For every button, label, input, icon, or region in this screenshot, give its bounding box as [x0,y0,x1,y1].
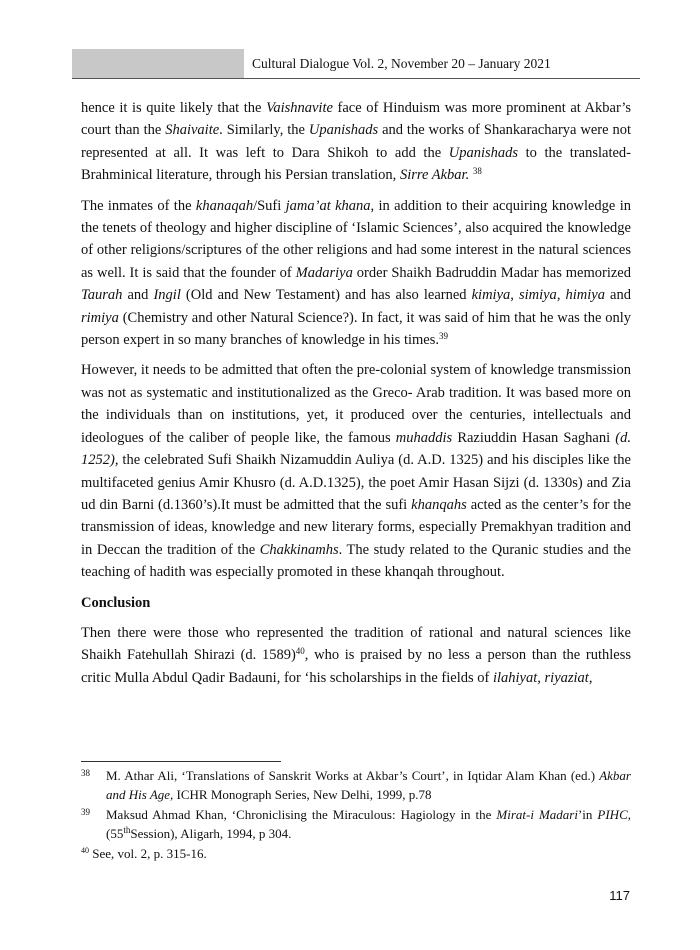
footnote-number: 40 [81,846,89,855]
footnote-39: 39 Maksud Ahmad Khan, ‘Chroniclising the Miraculous: Hagiology in the Mirat-i Madari’in PIHC, (55thSession), Aligarh, 1994, p 304. [81,805,631,843]
footnote-ref-38[interactable]: 38 [472,166,482,177]
footnote-ref-40[interactable]: 40 [295,646,305,657]
footnote-separator [81,761,281,762]
running-title: Cultural Dialogue Vol. 2, November 20 – January 2021 [252,56,551,71]
paragraph-4: Then there were those who represented the tradition of rational and natural sciences like Shaikh Fatehullah Shirazi (d. 1589)$^{40}$, who is praised by no less a person than the ruthless critic Mulla Abdul Qadir Badauni, for ‘his scholarships in the fields of ilahiyat, riyaziat, [81,624,631,686]
footnote-38: 38 M. Athar Ali, ‘Translations of Sanskrit Works at Akbar’s Court’, in Iqtidar Alam Khan (ed.) Akbar and His Age, ICHR Monograph Series, New Delhi, 1999, p.78 [81,766,631,804]
footnote-ref-39[interactable]: 39 [439,331,448,342]
footnote-40: $^{40}$ See, vol. 2, p. 315-16. [81,846,207,861]
header-gray-block [72,49,244,78]
footnote-number: 39 [81,807,90,817]
paragraph-1: hence it is quite likely that the Vaishnavite face of Hinduism was more prominent at Akbar’s court than the Shaivaite. Similarly, the Upanishads and the works of Shankaracharya were not represented at all. It was left to Dara Shikoh to add the Upanishads to the translated-Brahminical literature, through his Persian translation, Sirre Akbar. $^{38}$ [81,100,632,184]
footnotes [81,766,631,863]
body-text [81,97,631,697]
page-number: 117 [609,888,630,903]
running-header [72,49,640,79]
footnote-number: 38 [81,768,90,778]
header-rule [72,78,640,79]
paragraph-3: However, it needs to be admitted that often the pre-colonial system of knowledge transmission was not as systematic and institutionalized as the Greco- Arab tradition. It was based more on the individuals than on institutions, yet, it produced over the centuries, intellectuals and ideologues of the caliber of people like, the famous muhaddis Raziuddin Hasan Saghani (d. 1252), the celebrated Sufi Shaikh Nizamuddin Auliya (d. A.D. 1325) and his disciples like the multifaceted genius Amir Khusro (d. A.D.1325), the poet Amir Hasan Sijzi (d. 1330s) and Zia ud din Barni (d.1360’s).It must be admitted that the sufi khanqahs acted as the center’s for the transmission of ideas, knowledge and new literary forms, especially Premakhyan tradition and in Deccan the tradition of the Chakkinamhs. The study related to the Quranic studies and the teaching of hadith was especially promoted in these khanqah throughout. [81,362,632,581]
section-heading-conclusion: Conclusion [81,594,151,611]
paragraph-2: The inmates of the khanaqah/Sufi jama’at khana, in addition to their acquiring knowledge in the tenets of theology and higher discipline of ‘Islamic Sciences’, also acquired the knowledge of other religions/scriptures of the other religions and had some interest in the natural sciences as well. It is said that the founder of Madariya order Shaikh Badruddin Madar has memorized Taurah and Ingil (Old and New Testament) and has also learned kimiya, simiya, himiya and rimiya (Chemistry and other Natural Science?). In fact, it was said of him that he was the only person expert in so many branches of knowledge in his times.$^{39}$ [81,197,632,349]
